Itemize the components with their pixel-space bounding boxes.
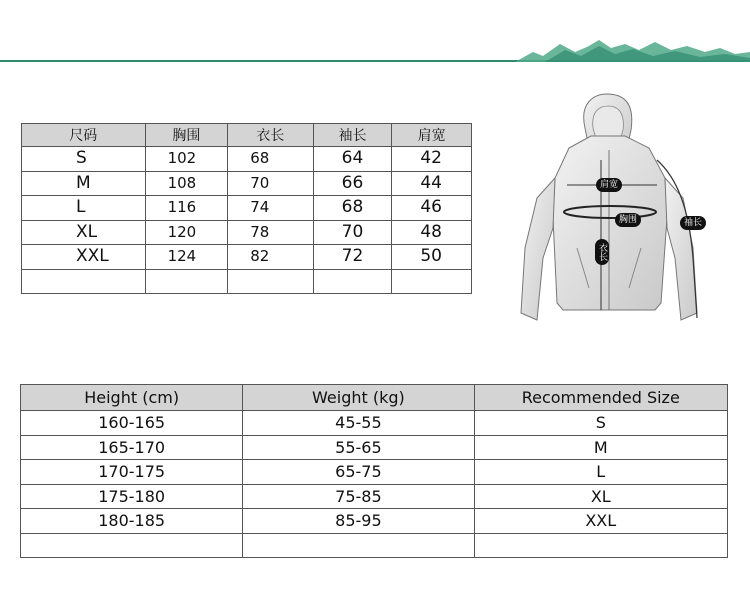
recommendation-header-row bbox=[21, 385, 728, 411]
table-row bbox=[22, 196, 472, 221]
table-cell: XXL bbox=[474, 509, 727, 534]
table-cell: 108 bbox=[145, 171, 228, 196]
table-cell: 42 bbox=[392, 147, 472, 172]
table-cell bbox=[243, 533, 474, 558]
table-cell: 55-65 bbox=[243, 435, 474, 460]
table-cell: XXL bbox=[22, 245, 146, 270]
length-label: 衣长 bbox=[595, 239, 609, 265]
header-cell: 衣长 bbox=[228, 124, 313, 147]
table-cell: 65-75 bbox=[243, 460, 474, 485]
table-cell: 165-170 bbox=[21, 435, 243, 460]
table-cell: S bbox=[474, 411, 727, 436]
table-cell: 70 bbox=[313, 220, 392, 245]
header-cell: Height (cm) bbox=[21, 385, 243, 411]
table-row-empty bbox=[21, 533, 728, 558]
table-cell: M bbox=[22, 171, 146, 196]
chest-label: 胸围 bbox=[615, 213, 641, 227]
table-cell: 72 bbox=[313, 245, 392, 270]
table-row bbox=[21, 484, 728, 509]
table-cell: 46 bbox=[392, 196, 472, 221]
table-cell: 66 bbox=[313, 171, 392, 196]
header-cell: 袖长 bbox=[313, 124, 392, 147]
table-cell: 78 bbox=[228, 220, 313, 245]
table-cell: 45-55 bbox=[243, 411, 474, 436]
table-row bbox=[21, 460, 728, 485]
table-cell: XL bbox=[22, 220, 146, 245]
size-chart-table bbox=[21, 123, 472, 294]
table-cell bbox=[228, 269, 313, 294]
header-cell: Recommended Size bbox=[474, 385, 727, 411]
jacket-measurement-diagram bbox=[507, 88, 727, 333]
header-cell: Weight (kg) bbox=[243, 385, 474, 411]
table-cell: 124 bbox=[145, 245, 228, 270]
table-cell: 180-185 bbox=[21, 509, 243, 534]
table-cell: M bbox=[474, 435, 727, 460]
table-row bbox=[21, 435, 728, 460]
table-row bbox=[22, 245, 472, 270]
table-cell: 64 bbox=[313, 147, 392, 172]
table-row bbox=[22, 171, 472, 196]
header-cell: 胸围 bbox=[145, 124, 228, 147]
table-cell bbox=[474, 533, 727, 558]
table-cell: 74 bbox=[228, 196, 313, 221]
table-row-empty bbox=[22, 269, 472, 294]
table-cell: 170-175 bbox=[21, 460, 243, 485]
table-cell: 120 bbox=[145, 220, 228, 245]
table-row bbox=[22, 147, 472, 172]
table-cell: S bbox=[22, 147, 146, 172]
header-cell: 肩宽 bbox=[392, 124, 472, 147]
table-cell: L bbox=[22, 196, 146, 221]
table-cell: 85-95 bbox=[243, 509, 474, 534]
table-cell: 48 bbox=[392, 220, 472, 245]
shoulder-width-label: 肩宽 bbox=[596, 178, 622, 192]
table-row bbox=[21, 411, 728, 436]
table-cell bbox=[21, 533, 243, 558]
mountain-logo-icon bbox=[515, 38, 750, 62]
table-cell: 75-85 bbox=[243, 484, 474, 509]
table-cell: 102 bbox=[145, 147, 228, 172]
table-cell: 82 bbox=[228, 245, 313, 270]
jacket-icon bbox=[507, 88, 727, 333]
table-cell bbox=[392, 269, 472, 294]
table-cell: 68 bbox=[313, 196, 392, 221]
table-cell: 68 bbox=[228, 147, 313, 172]
table-cell: L bbox=[474, 460, 727, 485]
table-cell: 44 bbox=[392, 171, 472, 196]
table-cell: 70 bbox=[228, 171, 313, 196]
table-cell bbox=[313, 269, 392, 294]
header-cell: 尺码 bbox=[22, 124, 146, 147]
table-cell bbox=[145, 269, 228, 294]
table-cell: 50 bbox=[392, 245, 472, 270]
table-cell: 160-165 bbox=[21, 411, 243, 436]
table-row bbox=[22, 220, 472, 245]
table-cell: XL bbox=[474, 484, 727, 509]
table-row bbox=[21, 509, 728, 534]
size-chart-header-row bbox=[22, 124, 472, 147]
table-cell bbox=[22, 269, 146, 294]
table-cell: 175-180 bbox=[21, 484, 243, 509]
size-recommendation-table bbox=[20, 384, 728, 558]
sleeve-label: 袖长 bbox=[680, 216, 706, 230]
table-cell: 116 bbox=[145, 196, 228, 221]
